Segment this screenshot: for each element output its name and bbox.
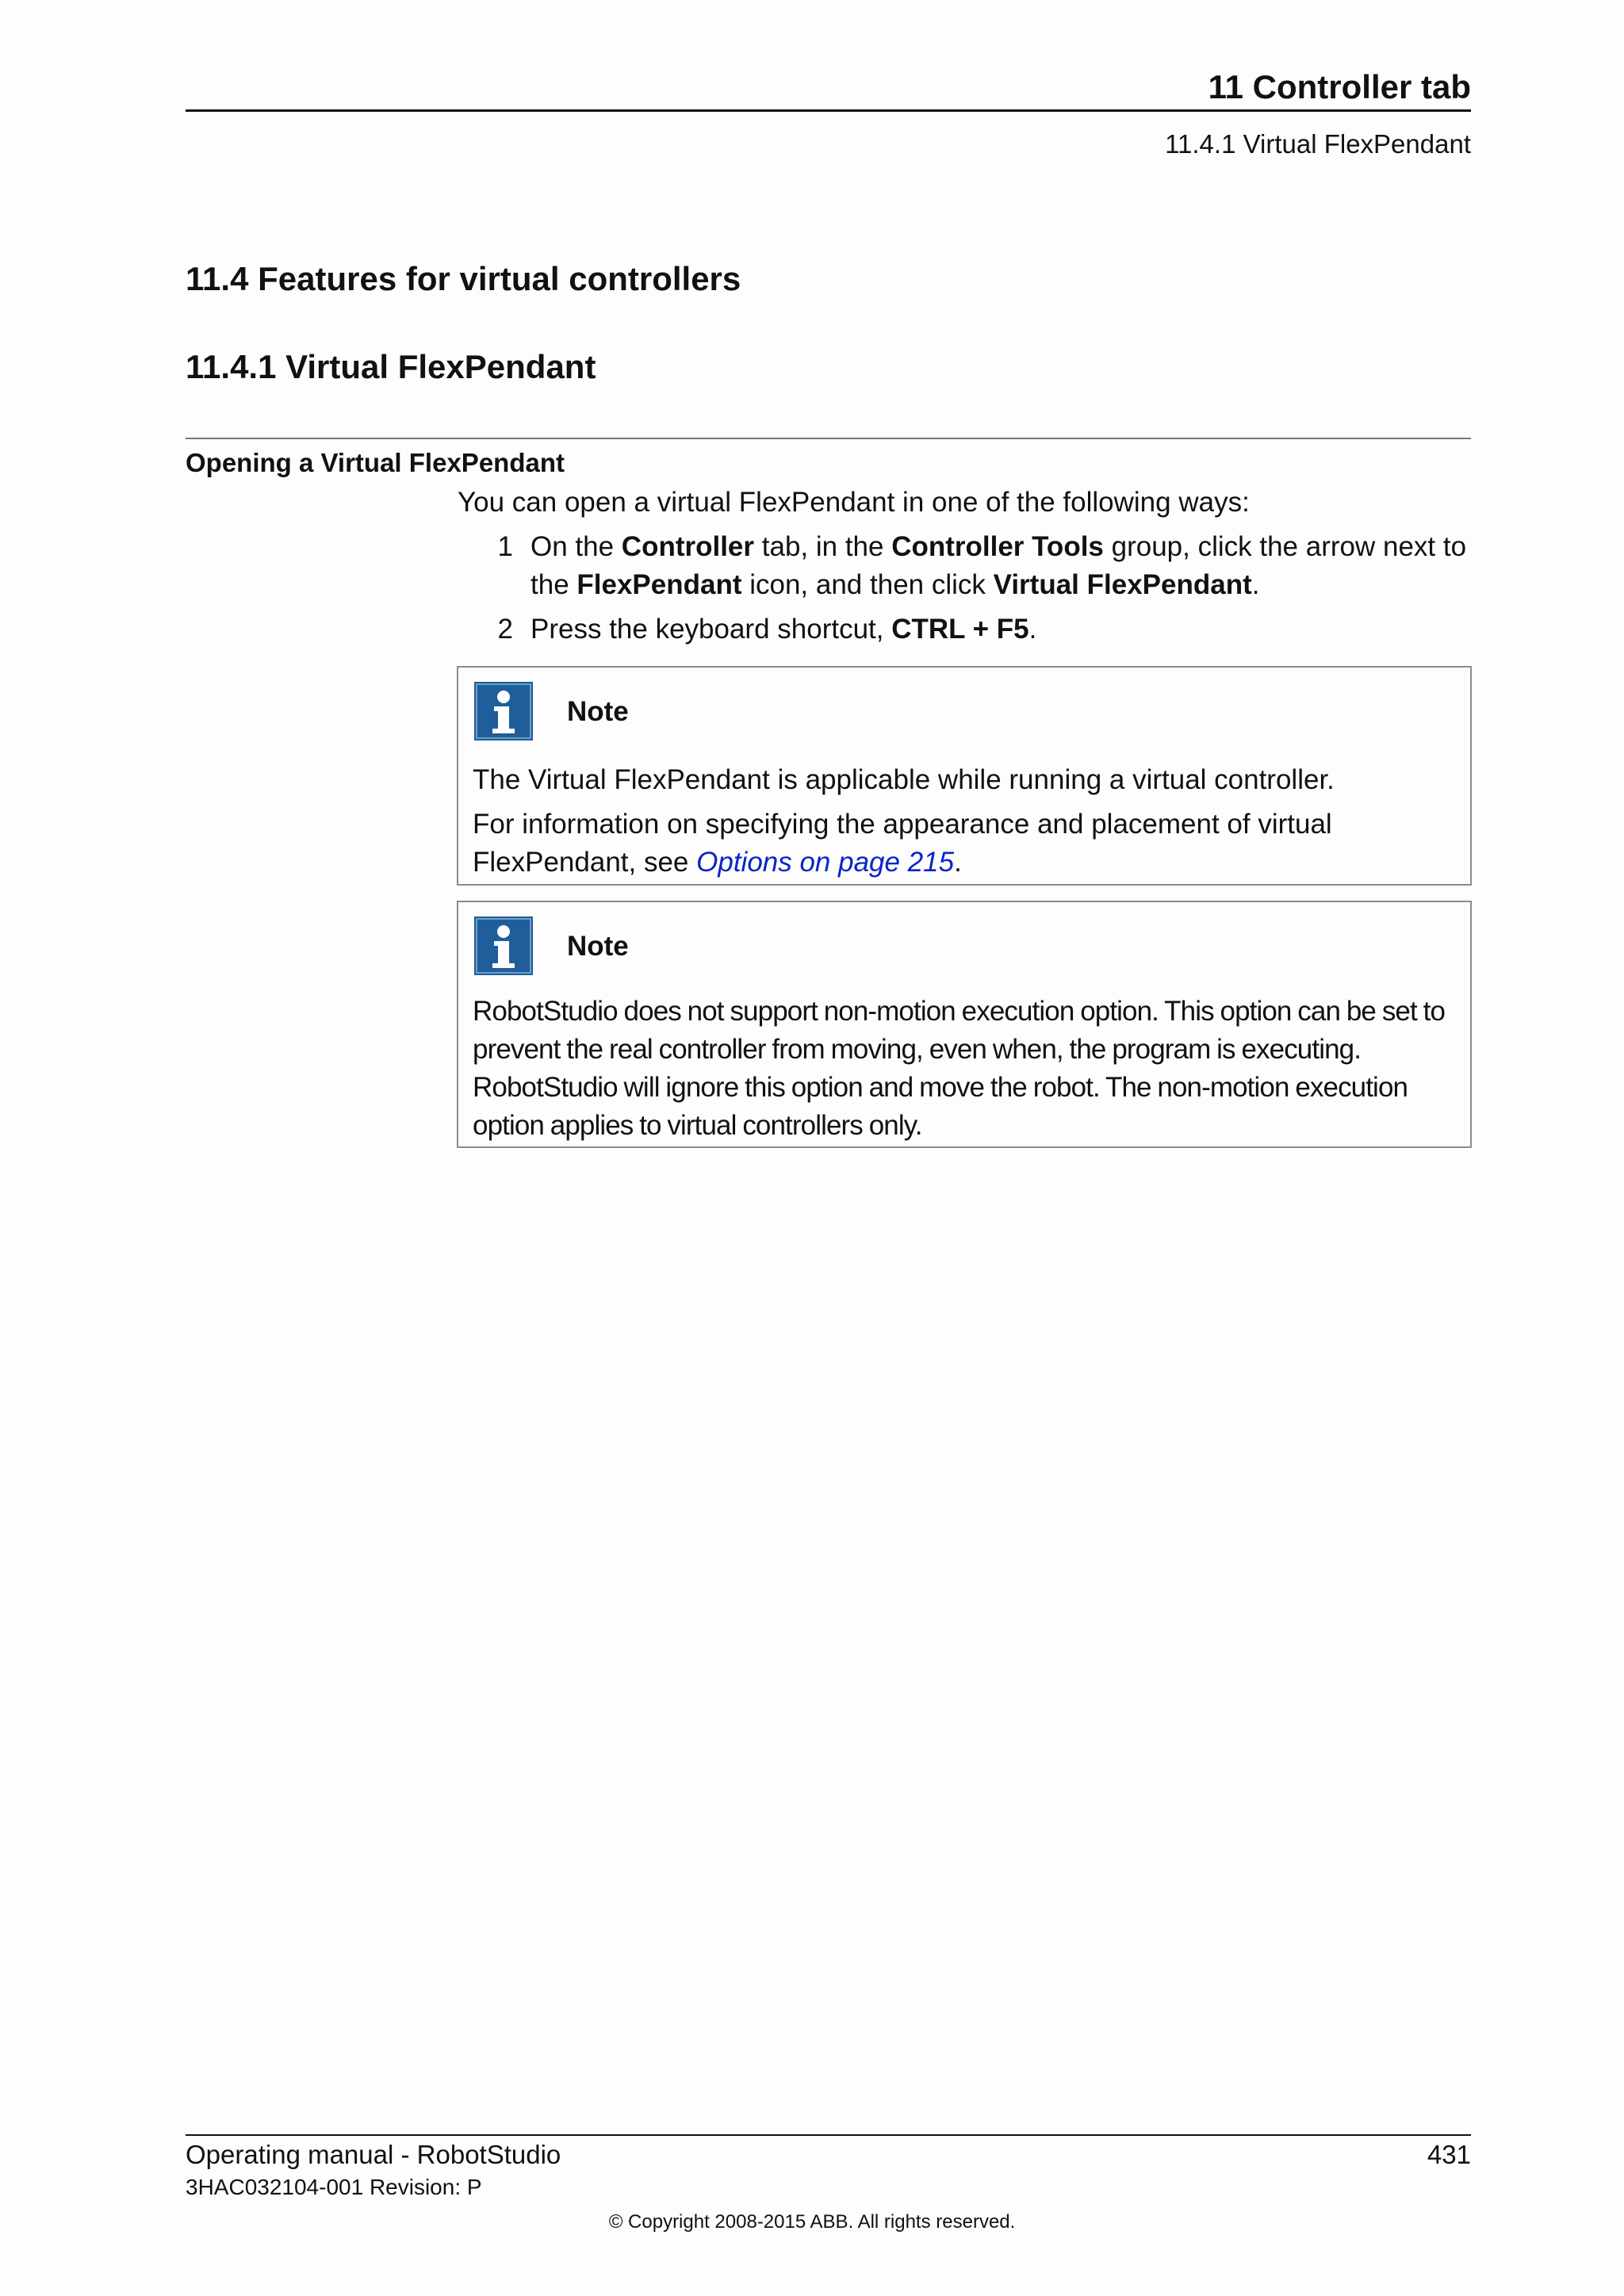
side-heading-divider (186, 438, 1471, 439)
footer-copyright: © Copyright 2008-2015 ABB. All rights reserved. (608, 2211, 1016, 2233)
note-title: Note (567, 696, 629, 727)
step-item-1 (458, 528, 1471, 604)
note-box (457, 666, 1472, 886)
intro-paragraph: You can open a virtual FlexPendant in one of the following ways: (458, 487, 1250, 518)
header-section-title: 11.4.1 Virtual FlexPendant (1165, 129, 1471, 159)
page-number: 431 (1427, 2140, 1471, 2169)
footer-manual-title: Operating manual - RobotStudio (186, 2140, 561, 2169)
side-heading: Opening a Virtual FlexPendant (186, 448, 565, 477)
options-page-link[interactable]: Options on page 215 (696, 847, 955, 878)
subsection-heading: 11.4.1 Virtual FlexPendant (186, 348, 596, 385)
step-number: 2 (497, 614, 513, 645)
section-heading: 11.4 Features for virtual controllers (186, 260, 741, 297)
footer-document-id: 3HAC032104-001 Revision: P (186, 2175, 482, 2199)
note-title: Note (567, 931, 629, 962)
step-item-2 (458, 610, 1471, 649)
step-number: 1 (497, 531, 513, 562)
note-paragraph: The Virtual FlexPendant is applicable while running a virtual controller. (473, 764, 1335, 795)
step-text: Press the keyboard shortcut, CTRL + F5. (530, 614, 1037, 645)
header-chapter-title: 11 Controller tab (1208, 68, 1471, 105)
note-paragraph: RobotStudio does not support non-motion execution option. This option can be set to prevent the real controller from moving, even when, the program is executing. RobotStudio will ignore this option and move the robot. The non-motion execution option applies to virtual controllers only. (473, 996, 1446, 1141)
note-box (457, 901, 1472, 1148)
footer-divider (186, 2134, 1471, 2136)
info-person-icon (474, 916, 533, 975)
header-divider (186, 109, 1471, 112)
info-person-icon (474, 682, 533, 740)
step-text: On the Controller tab, in the Controller Tools group, click the arrow next to the FlexPendant icon, and then click Virtual FlexPendant. (530, 531, 1467, 600)
note-paragraph-with-link: For information on specifying the appearance and placement of virtual FlexPendant, see Options on page 215. (473, 809, 1332, 878)
